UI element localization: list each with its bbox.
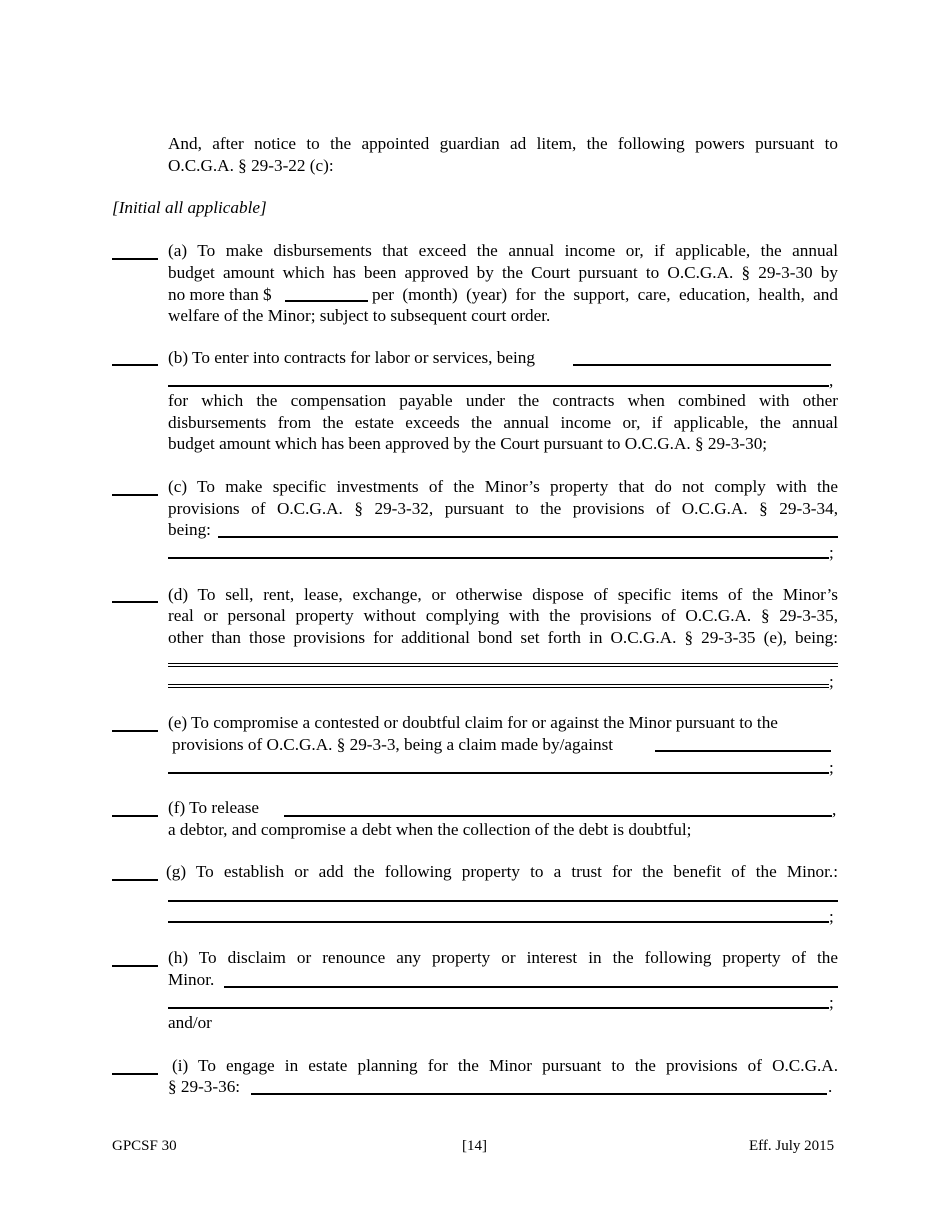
item-g-semicolon: ; (829, 907, 834, 926)
instruction-text: [Initial all applicable] (112, 198, 267, 217)
item-b-line-1: (b) To enter into contracts for labor or services, being (168, 348, 535, 367)
item-b-line-3: for which the compensation payable under the contracts when combined with other (168, 391, 838, 410)
fill-blank-c-2[interactable] (168, 557, 829, 559)
item-h-line-1: (h) To disclaim or renounce any property or interest in the following property of the (168, 948, 838, 967)
item-e-line-1: (e) To compromise a contested or doubtful claim for or against the Minor pursuant to the (168, 713, 778, 732)
item-a-line-3-pre: no more than $ (168, 285, 272, 304)
item-c-semicolon: ; (829, 543, 834, 562)
footer-form-id: GPCSF 30 (112, 1138, 177, 1154)
item-d-semicolon: ; (829, 672, 834, 691)
item-a-line-4: welfare of the Minor; subject to subsequent court order. (168, 306, 551, 325)
fill-line-d-2[interactable] (168, 684, 829, 688)
item-e-line-2: provisions of O.C.G.A. § 29-3-3, being a claim made by/against (172, 735, 614, 754)
item-g-line-1: (g) To establish or add the following property to a trust for the benefit of the Minor.: (166, 862, 838, 881)
fill-blank-b-2[interactable] (168, 385, 829, 387)
item-h-semicolon: ; (829, 993, 834, 1012)
item-d-line-2: real or personal property without complying with the provisions of O.C.G.A. § 29-3-35, (168, 606, 838, 625)
intro-line-1: And, after notice to the appointed guardian ad litem, the following powers pursuant to (168, 134, 838, 153)
fill-blank-f[interactable] (284, 815, 832, 817)
fill-line-d-1[interactable] (168, 663, 838, 667)
initial-blank-d[interactable] (112, 601, 158, 603)
initial-blank-f[interactable] (112, 815, 158, 817)
fill-blank-h-2[interactable] (168, 1007, 829, 1009)
fill-blank-e-1[interactable] (655, 750, 831, 752)
item-f-line-1: (f) To release (168, 798, 260, 817)
item-i-period: . (828, 1077, 833, 1096)
footer-effective-date: Eff. July 2015 (749, 1138, 835, 1154)
item-h-line-2: Minor. (168, 970, 215, 989)
initial-blank-e[interactable] (112, 730, 158, 732)
item-b-comma: , (829, 371, 834, 390)
item-c-line-1: (c) To make specific investments of the Minor’s property that do not comply with the (168, 477, 838, 496)
intro-line-2: O.C.G.A. § 29-3-22 (c): (168, 156, 334, 175)
footer-page-number: [14] (462, 1138, 487, 1154)
initial-blank-b[interactable] (112, 364, 158, 366)
item-c-line-3: being: (168, 520, 211, 539)
fill-blank-i[interactable] (251, 1093, 827, 1095)
item-c-line-2: provisions of O.C.G.A. § 29-3-32, pursuant to the provisions of O.C.G.A. § 29-3-34, (168, 499, 838, 518)
initial-blank-c[interactable] (112, 494, 158, 496)
item-a-line-3-post: per (month) (year) for the support, care, education, health, and (372, 285, 838, 304)
item-b-line-4: disbursements from the estate exceeds the annual income or, if applicable, the annual (168, 413, 838, 432)
item-e-semicolon: ; (829, 758, 834, 777)
fill-blank-g-2[interactable] (168, 921, 829, 923)
initial-blank-h[interactable] (112, 965, 158, 967)
item-i-line-2: § 29-3-36: (168, 1077, 241, 1096)
item-i-line-1: (i) To engage in estate planning for the Minor pursuant to the provisions of O.C.G.A. (172, 1056, 838, 1075)
initial-blank-g[interactable] (112, 879, 158, 881)
item-a-line-1: (a) To make disbursements that exceed the annual income or, if applicable, the annual (168, 241, 838, 260)
fill-blank-h-1[interactable] (224, 986, 838, 988)
item-f-comma: , (832, 800, 837, 819)
item-d-line-3: other than those provisions for additional bond set forth in O.C.G.A. § 29-3-35 (e), being: (168, 628, 838, 647)
item-d-line-1: (d) To sell, rent, lease, exchange, or otherwise dispose of specific items of the Minor’s (168, 585, 838, 604)
fill-blank-e-2[interactable] (168, 772, 829, 774)
initial-blank-i[interactable] (112, 1073, 158, 1075)
fill-blank-c-1[interactable] (218, 536, 838, 538)
fill-blank-g-1[interactable] (168, 900, 838, 902)
item-f-line-2: a debtor, and compromise a debt when the collection of the debt is doubtful; (168, 820, 692, 839)
fill-blank-b-1[interactable] (573, 364, 831, 366)
initial-blank-a[interactable] (112, 258, 158, 260)
item-h-line-4: and/or (168, 1013, 212, 1032)
item-a-line-2: budget amount which has been approved by the Court pursuant to O.C.G.A. § 29-3-30 by (168, 263, 838, 282)
amount-blank-a[interactable] (285, 300, 368, 302)
item-b-line-5: budget amount which has been approved by the Court pursuant to O.C.G.A. § 29-3-30; (168, 434, 768, 453)
